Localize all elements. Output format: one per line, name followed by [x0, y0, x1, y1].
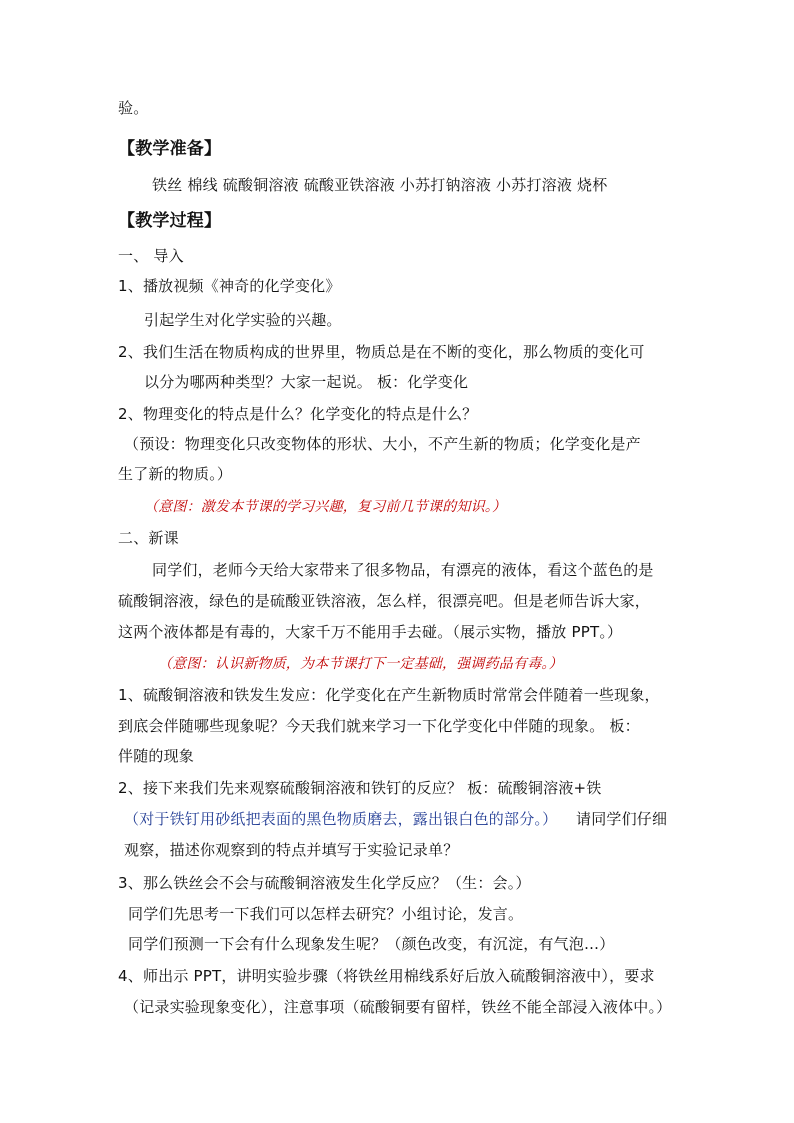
section-heading: 【教学准备】 — [118, 139, 222, 159]
section-heading: 【教学过程】 — [118, 211, 222, 231]
subsection-heading: 一、 导入 — [118, 247, 184, 265]
intent-note: （意图：认识新物质，为本节课打下一定基础，强调药品有毒。） — [158, 656, 563, 672]
text-line: 以分为哪两种类型？大家一起说。 板：化学变化 — [144, 373, 469, 391]
text-line: 3、那么铁丝会不会与硫酸铜溶液发生化学反应？（生：会。） — [118, 874, 531, 892]
text-line: 验。 — [118, 99, 149, 117]
text-line: 请同学们仔细 — [576, 810, 668, 828]
materials-list: 铁丝 棉线 硫酸铜溶液 硫酸亚铁溶液 小苏打钠溶液 小苏打溶液 烧杯 — [152, 176, 608, 194]
text-line-blue: （对于铁钉用砂纸把表面的黑色物质磨去，露出银白色的部分。） — [124, 810, 558, 828]
text-line: （预设：物理变化只改变物体的形状、大小，不产生新的物质；化学变化是产 — [124, 435, 641, 453]
intent-note: （意图：激发本节课的学习兴趣，复习前几节课的知识。） — [144, 499, 507, 515]
text-line: 2、接下来我们先来观察硫酸铜溶液和铁钉的反应？ 板：硫酸铜溶液+铁 — [118, 779, 602, 797]
text-line: 硫酸铜溶液，绿色的是硫酸亚铁溶液，怎么样，很漂亮吧。但是老师告诉大家， — [118, 592, 651, 610]
text-line: 同学们，老师今天给大家带来了很多物品，有漂亮的液体，看这个蓝色的是 — [152, 561, 654, 579]
text-line: 2、物理变化的特点是什么？化学变化的特点是什么？ — [118, 405, 478, 423]
subsection-heading: 二、新课 — [118, 529, 179, 547]
text-line: （记录实验现象变化），注意事项（硫酸铜要有留样，铁丝不能全部浸入液体中。） — [124, 998, 672, 1016]
text-line: 到底会伴随哪些现象呢？今天我们就来学习一下化学变化中伴随的现象。 板： — [118, 717, 640, 735]
text-line: 引起学生对化学实验的兴趣。 — [144, 311, 342, 329]
text-line: 这两个液体都是有毒的，大家千万不能用手去碰。（展示实物，播放 PPT。） — [118, 623, 623, 641]
text-line: 伴随的现象 — [118, 747, 195, 765]
text-line: 4、师出示 PPT，讲明实验步骤（将铁丝用棉线系好后放入硫酸铜溶液中），要求 — [118, 967, 655, 985]
text-line: 观察，描述你观察到的特点并填写于实验记录单？ — [124, 841, 459, 859]
text-line: 1、播放视频《神奇的化学变化》 — [118, 277, 341, 295]
text-line: 同学们预测一下会有什么现象发生呢？（颜色改变，有沉淀，有气泡…） — [128, 935, 615, 953]
text-line: 2、我们生活在物质构成的世界里，物质总是在不断的变化，那么物质的变化可 — [118, 343, 645, 361]
text-line: 生了新的物质。） — [118, 465, 233, 483]
text-line: 1、硫酸铜溶液和铁发生发应：化学变化在产生新物质时常常会伴随着一些现象， — [118, 686, 660, 704]
text-line: 同学们先思考一下我们可以怎样去研究？小组讨论，发言。 — [128, 905, 524, 923]
